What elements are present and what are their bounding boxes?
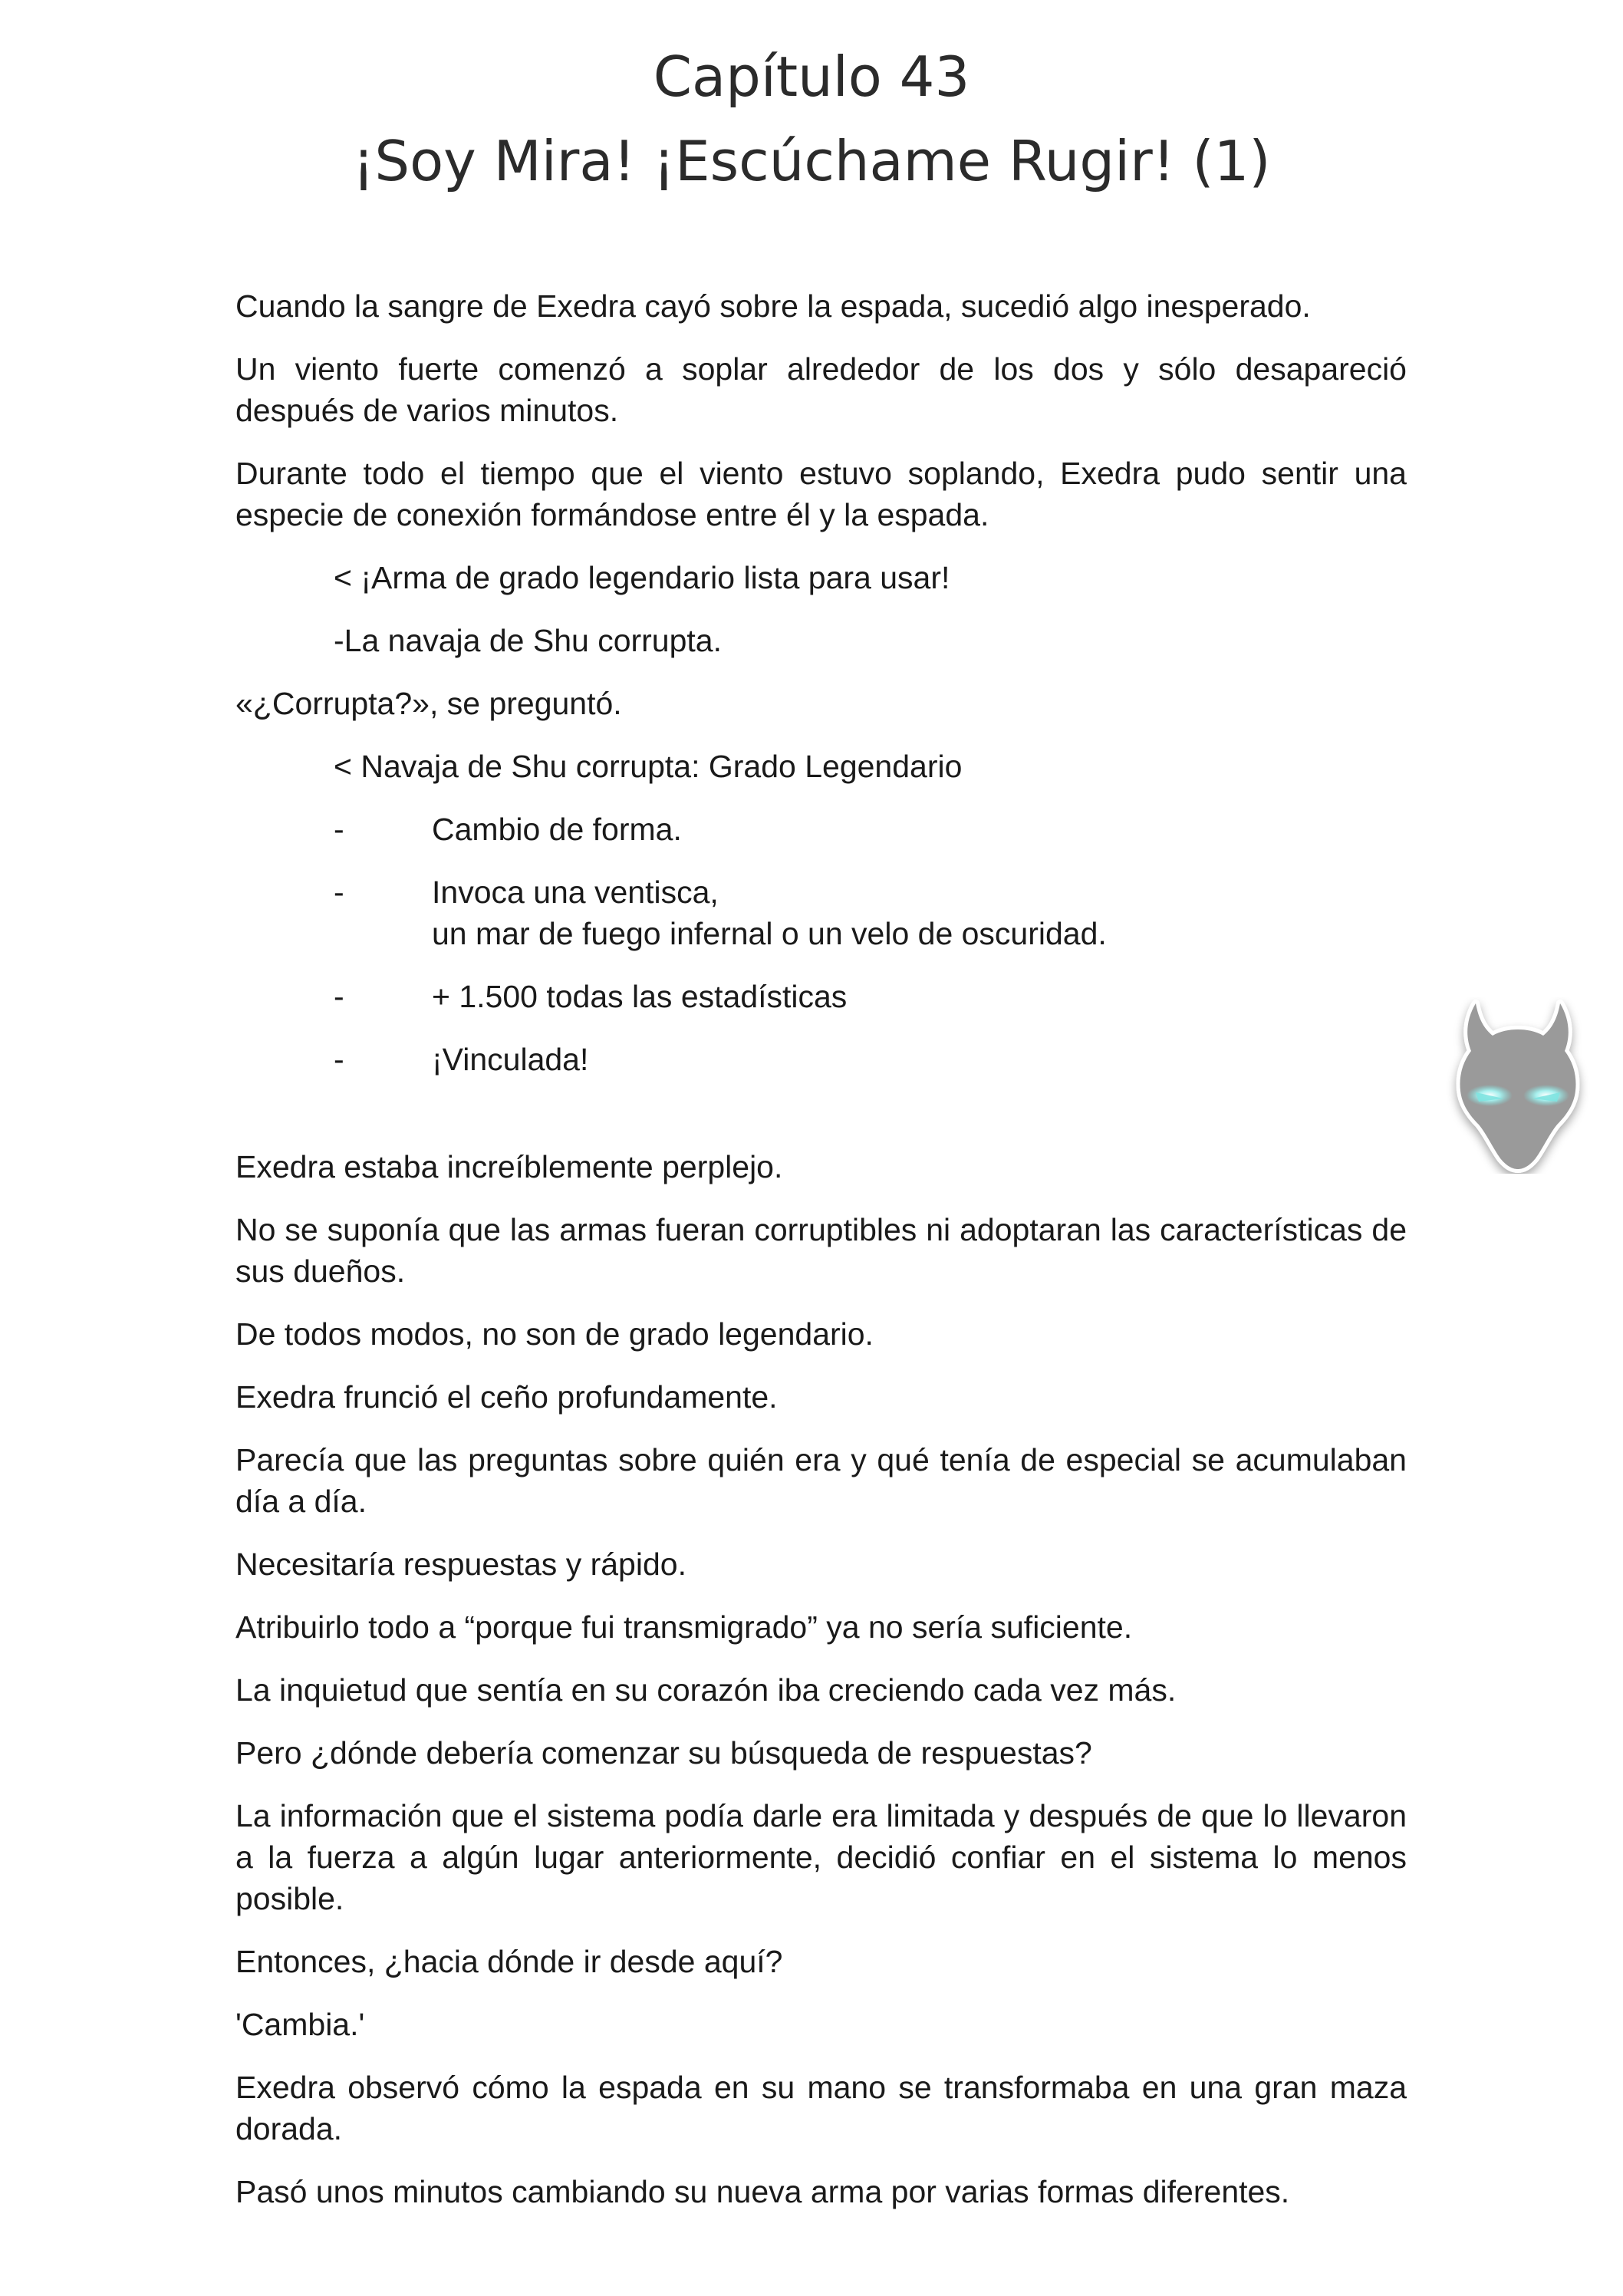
bullet-dash: -: [334, 812, 344, 847]
paragraph: Entonces, ¿hacia dónde ir desde aquí?: [235, 1944, 783, 1979]
paragraph: Exedra observó cómo la espada en su mano se transformaba en una gran maza dorada.: [235, 2070, 1407, 2146]
bullet-dash: -: [334, 1042, 344, 1077]
paragraph: Pero ¿dónde debería comenzar su búsqueda de respuestas?: [235, 1735, 1092, 1771]
paragraph: Exedra frunció el ceño profundamente.: [235, 1379, 778, 1415]
bullet-dash: -: [334, 875, 344, 910]
paragraph: Pasó unos minutos cambiando su nueva arma por varias formas diferentes.: [235, 2174, 1290, 2209]
paragraph: La información que el sistema podía darle era limitada y después de que lo llevaron a la fuerza a algún lugar anteriormente, decidió confiar en el sistema lo menos posible.: [235, 1798, 1407, 1916]
bullet-dash: -: [334, 979, 344, 1014]
bullet-text-line: un mar de fuego infernal o un velo de oscuridad.: [432, 916, 1107, 951]
section-gap: [235, 1102, 1407, 1146]
chapter-title: ¡Soy Mira! ¡Escúchame Rugir! (1): [352, 129, 1271, 193]
paragraph: «¿Corrupta?», se preguntó.: [235, 686, 622, 721]
paragraph: Cuando la sangre de Exedra cayó sobre la espada, sucedió algo inesperado.: [235, 288, 1311, 324]
paragraph: 'Cambia.': [235, 2007, 365, 2042]
bullet-text: [432, 871, 1407, 954]
paragraph: Un viento fuerte comenzó a soplar alrededor de los dos y sólo desapareció después de varios minutos.: [235, 351, 1407, 428]
paragraph: De todos modos, no son de grado legendario.: [235, 1316, 874, 1352]
bullet-text: Cambio de forma.: [432, 812, 682, 847]
paragraph: Atribuirlo todo a “porque fui transmigrado” ya no sería suficiente.: [235, 1609, 1133, 1645]
system-notice-line: < ¡Arma de grado legendario lista para usar!: [334, 560, 950, 595]
bullet-text: + 1.500 todas las estadísticas: [432, 979, 848, 1014]
item-bullet: [235, 871, 1407, 954]
item-bullet: [235, 976, 1407, 1017]
paragraph: No se suponía que las armas fueran corruptibles ni adoptaran las características de sus dueños.: [235, 1212, 1407, 1289]
system-notice-line: -La navaja de Shu corrupta.: [334, 623, 722, 658]
bullet-text: ¡Vinculada!: [432, 1042, 589, 1077]
paragraph: Exedra estaba increíblemente perplejo.: [235, 1149, 783, 1184]
paragraph: Necesitaría respuestas y rápido.: [235, 1547, 686, 1582]
paragraph: La inquietud que sentía en su corazón iba creciendo cada vez más.: [235, 1672, 1177, 1708]
chapter-number: Capítulo 43: [653, 44, 970, 109]
demon-head-icon: [1445, 997, 1591, 1174]
item-bullet: [235, 1039, 1407, 1080]
item-header: < Navaja de Shu corrupta: Grado Legendario: [334, 749, 963, 784]
paragraph: Durante todo el tiempo que el viento estuvo soplando, Exedra pudo sentir una especie de conexión formándose entre él y la espada.: [235, 456, 1407, 532]
chapter-body: [235, 285, 1407, 2234]
item-bullet: [235, 809, 1407, 850]
bullet-text-line: Invoca una ventisca,: [432, 875, 719, 910]
paragraph: Parecía que las preguntas sobre quién era y qué tenía de especial se acumulaban día a día.: [235, 1442, 1407, 1519]
